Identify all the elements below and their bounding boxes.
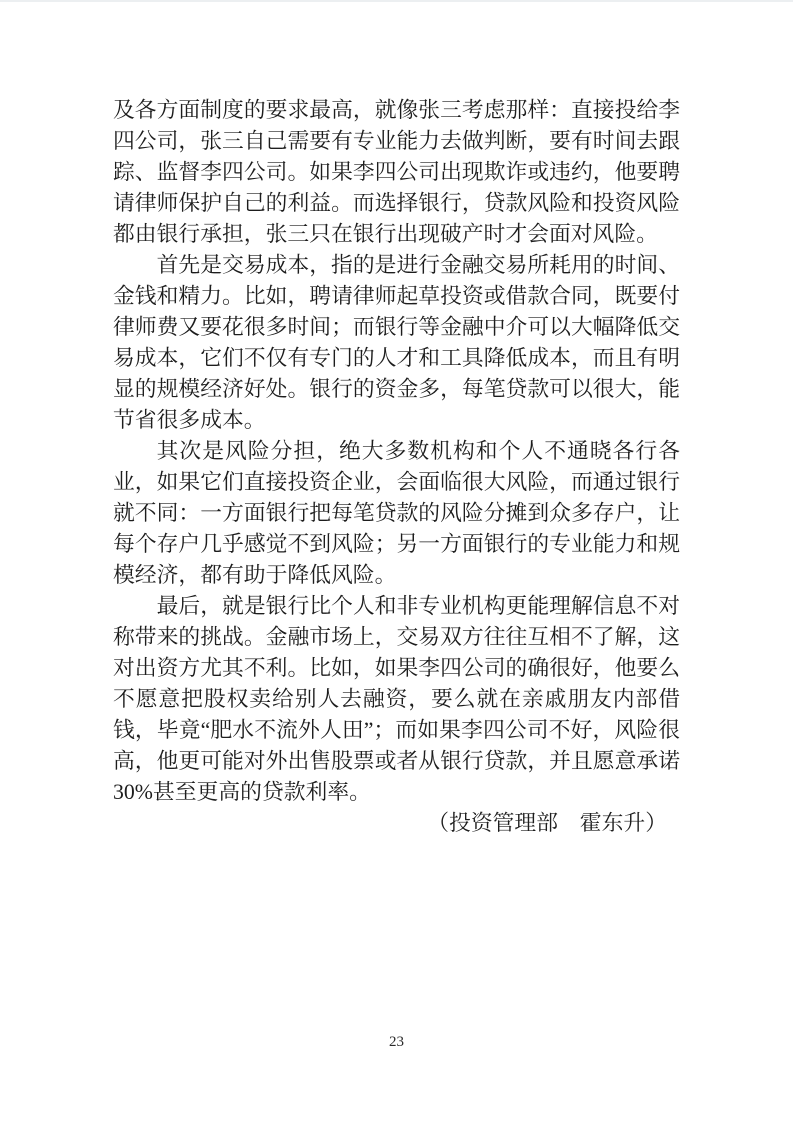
author-signature: （投资管理部 霍东升） [427,811,667,835]
page-number: 23 [389,1034,404,1050]
paragraph-risk-sharing: 其次是风险分担，绝大多数机构和个人不通晓各行各业，如果它们直接投资企业，会面临很大风险，而通过银行就不同：一方面银行把每笔贷款的风险分摊到众多存户，让每个存户几乎感觉不到风险；另一方面银行的专业能力和规模经济，都有助于降低风险。 [113,439,680,587]
paragraph-transaction-costs: 首先是交易成本，指的是进行金融交易所耗用的时间、金钱和精力。比如，聘请律师起草投资或借款合同，既要付律师费又要花很多时间；而银行等金融中介可以大幅降低交易成本，它们不仅有专门的人才和工具降低成本，而且有明显的规模经济好处。银行的资金多，每笔贷款可以很大，能节省很多成本。 [113,253,680,432]
paragraph-information-asymmetry: 最后，就是银行比个人和非专业机构更能理解信息不对称带来的挑战。金融市场上，交易双方往往互相不了解，这对出资方尤其不利。比如，如果李四公司的确很好，他要么不愿意把股权卖给别人去融资，要么就在亲戚朋友内部借钱，毕竟“肥水不流外人田”；而如果李四公司不好，风险很高，他更可能对外出售股票或者从银行贷款，并且愿意承诺 30%甚至更高的贷款利率。 [113,594,680,804]
page-body-text [113,95,680,839]
paragraph-continuation: 及各方面制度的要求最高，就像张三考虑那样：直接投给李四公司，张三自己需要有专业能力去做判断，要有时间去跟踪、监督李四公司。如果李四公司出现欺诈或违约，他要聘请律师保护自己的利益。而选择银行，贷款风险和投资风险都由银行承担，张三只在银行出现破产时才会面对风险。 [113,98,680,246]
page-top-edge [0,0,793,2]
